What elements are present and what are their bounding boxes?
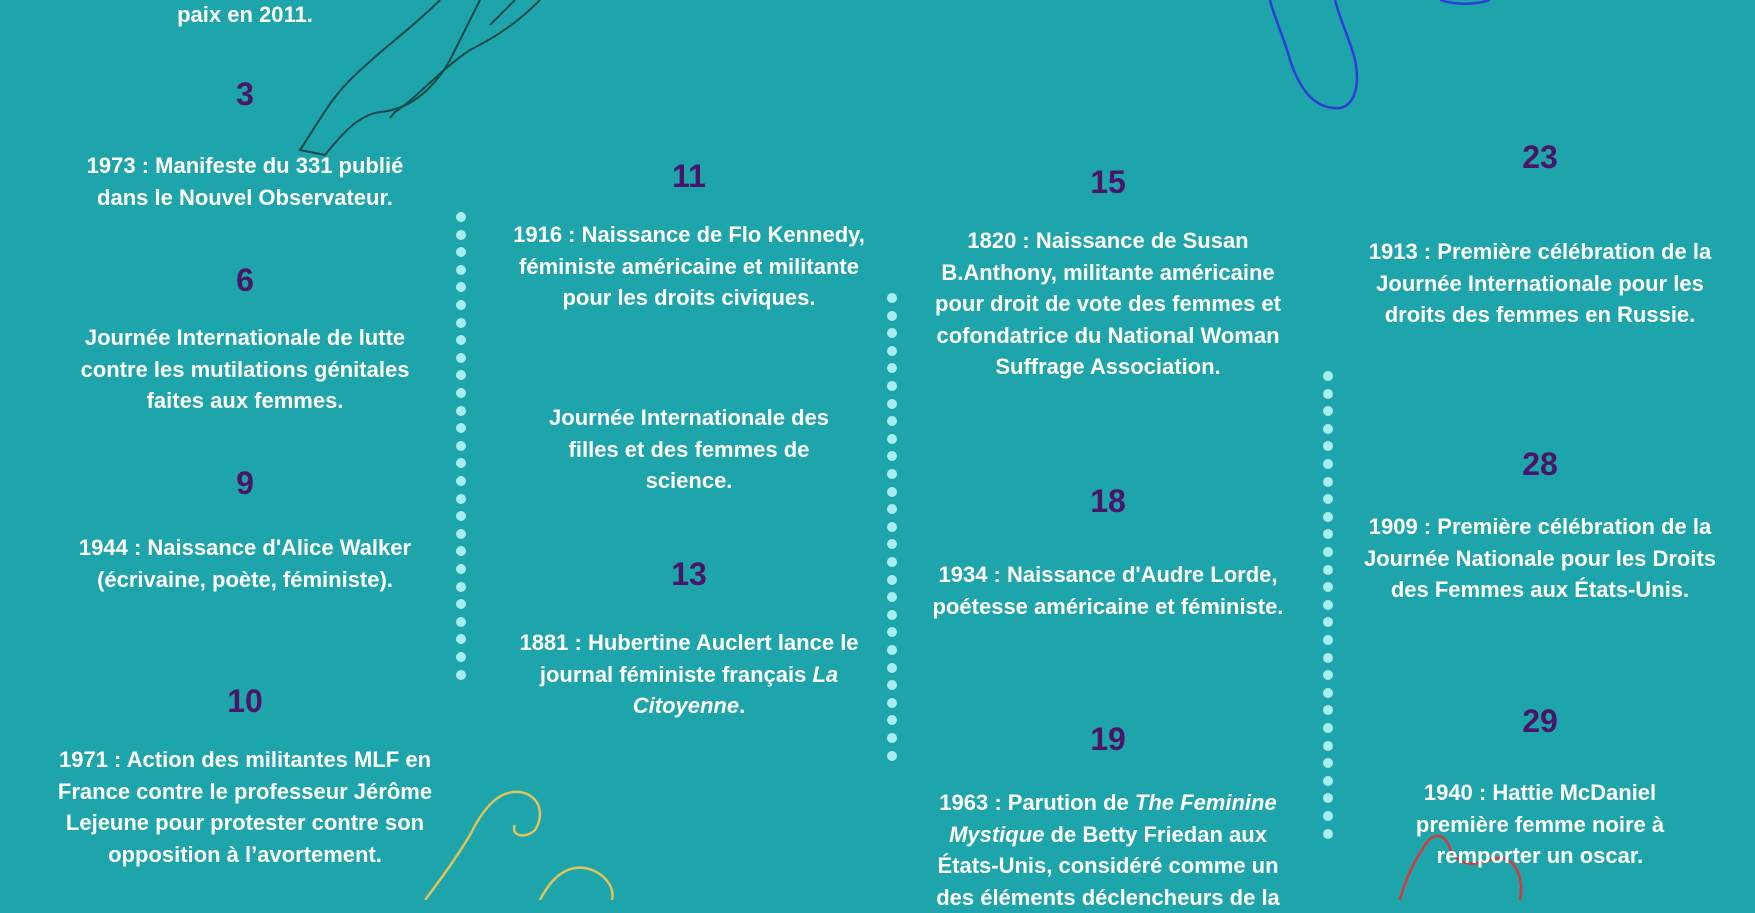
journal-title: La Citoyenne xyxy=(632,661,839,718)
event-text: 1913 : Première célébration de la Journée Internationale pour les droits des femmes en Russie. xyxy=(1368,239,1712,327)
separator-dot xyxy=(456,441,466,451)
separator-dot xyxy=(456,599,466,609)
separator-dot xyxy=(456,458,466,468)
event-text xyxy=(505,627,873,722)
event-text: 1971 : Action des militantes MLF en France contre le professeur Jérôme Lejeune pour protester contre son opposition à l’avortement. xyxy=(57,747,433,867)
separator-dot xyxy=(456,582,466,592)
separator-dot xyxy=(887,451,897,461)
separator-dot xyxy=(1323,547,1333,557)
separator-dot xyxy=(456,406,466,416)
event-text: 1820 : Naissance de Susan B.Anthony, militante américaine pour droit de vote des femmes et cofondatrice du National Woman Suffrage Association. xyxy=(935,228,1281,379)
event-text: 1944 : Naissance d'Alice Walker (écrivaine, poète, féministe). xyxy=(78,535,412,592)
separator-dot xyxy=(887,399,897,409)
column-1 xyxy=(42,0,448,900)
separator-dot xyxy=(456,670,466,680)
separator-dot xyxy=(456,634,466,644)
separator-dot xyxy=(456,247,466,257)
dotted-separator-1 xyxy=(456,212,468,687)
separator-dot xyxy=(887,346,897,356)
separator-dot xyxy=(887,663,897,673)
separator-dot xyxy=(1323,494,1333,504)
separator-dot xyxy=(1323,371,1333,381)
day-number: 29 xyxy=(1522,703,1558,739)
separator-dot xyxy=(887,381,897,391)
event-text-part: de Betty Friedan aux États-Unis, considéré comme un des éléments déclencheurs de la xyxy=(936,821,1280,910)
separator-dot xyxy=(456,423,466,433)
separator-dot xyxy=(1323,758,1333,768)
separator-dot xyxy=(456,617,466,627)
separator-dot xyxy=(456,353,466,363)
separator-dot xyxy=(887,575,897,585)
event-text: 1916 : Naissance de Flo Kennedy, féministe américaine et militante pour les droits civiques. xyxy=(513,222,865,310)
separator-dot xyxy=(456,388,466,398)
separator-dot xyxy=(1323,811,1333,821)
day-number: 19 xyxy=(1090,721,1126,757)
separator-dot xyxy=(1323,723,1333,733)
separator-dot xyxy=(887,311,897,321)
separator-dot xyxy=(887,293,897,303)
separator-dot xyxy=(456,546,466,556)
event-text: 1909 : Première célébration de la Journée Nationale pour les Droits des Femmes aux États-Unis. xyxy=(1363,514,1717,602)
day-number: 11 xyxy=(672,158,706,194)
column-2 xyxy=(505,0,873,900)
event-text: 1940 : Hattie McDaniel première femme noire à remporter un oscar. xyxy=(1415,780,1665,868)
separator-dot xyxy=(1323,477,1333,487)
separator-dot xyxy=(887,504,897,514)
separator-dot xyxy=(887,434,897,444)
day-number: 6 xyxy=(236,262,254,298)
day-number: 10 xyxy=(227,683,263,719)
separator-dot xyxy=(1323,653,1333,663)
separator-dot xyxy=(1323,793,1333,803)
separator-dot xyxy=(1323,529,1333,539)
separator-dot xyxy=(1323,829,1333,839)
separator-dot xyxy=(887,610,897,620)
separator-dot xyxy=(456,564,466,574)
column-3 xyxy=(925,0,1291,910)
day-number: 9 xyxy=(236,465,254,501)
separator-dot xyxy=(887,522,897,532)
day-number: 28 xyxy=(1522,446,1558,482)
column-4 xyxy=(1360,0,1720,900)
event-text: 1934 : Naissance d'Audre Lorde, poétesse américaine et féministe. xyxy=(932,562,1284,619)
event-text-part: 1963 : Parution de xyxy=(939,790,1135,815)
separator-dot xyxy=(456,529,466,539)
separator-dot xyxy=(1323,424,1333,434)
day-number: 13 xyxy=(671,556,707,592)
separator-dot xyxy=(456,476,466,486)
separator-dot xyxy=(1323,389,1333,399)
separator-dot xyxy=(887,469,897,479)
separator-dot xyxy=(1323,582,1333,592)
separator-dot xyxy=(887,416,897,426)
day-number: 15 xyxy=(1090,164,1126,200)
separator-dot xyxy=(456,370,466,380)
separator-dot xyxy=(456,265,466,275)
separator-dot xyxy=(887,557,897,567)
event-text: Journée Internationale de lutte contre les mutilations génitales faites aux femmes. xyxy=(80,325,410,413)
separator-dot xyxy=(1323,705,1333,715)
separator-dot xyxy=(887,627,897,637)
separator-dot xyxy=(1323,741,1333,751)
separator-dot xyxy=(887,645,897,655)
event-text-part: 1881 : Hubertine Auclert lance le journal féministe français xyxy=(519,630,859,687)
day-number: 3 xyxy=(236,76,254,112)
separator-dot xyxy=(456,212,466,222)
separator-dot xyxy=(456,335,466,345)
event-text: paix en 2011. xyxy=(177,2,313,27)
separator-dot xyxy=(456,230,466,240)
separator-dot xyxy=(456,494,466,504)
separator-dot xyxy=(887,715,897,725)
separator-dot xyxy=(887,680,897,690)
separator-dot xyxy=(1323,688,1333,698)
separator-dot xyxy=(456,318,466,328)
separator-dot xyxy=(456,511,466,521)
separator-dot xyxy=(1323,512,1333,522)
separator-dot xyxy=(887,751,897,761)
separator-dot xyxy=(1323,776,1333,786)
separator-dot xyxy=(1323,406,1333,416)
event-text: Journée Internationale des filles et des femmes de science. xyxy=(549,405,829,493)
separator-dot xyxy=(1323,565,1333,575)
event-text: 1973 : Manifeste du 331 publié dans le Nouvel Observateur. xyxy=(86,153,404,210)
separator-dot xyxy=(887,363,897,373)
separator-dot xyxy=(887,539,897,549)
separator-dot xyxy=(1323,441,1333,451)
separator-dot xyxy=(1323,459,1333,469)
separator-dot xyxy=(1323,617,1333,627)
separator-dot xyxy=(1323,635,1333,645)
event-text xyxy=(925,787,1291,913)
separator-dot xyxy=(887,328,897,338)
separator-dot xyxy=(456,652,466,662)
separator-dot xyxy=(456,282,466,292)
event-text-part: . xyxy=(739,693,746,718)
separator-dot xyxy=(1323,600,1333,610)
book-title: The Feminine Mystique xyxy=(949,790,1277,847)
separator-dot xyxy=(456,300,466,310)
separator-dot xyxy=(887,592,897,602)
separator-dot xyxy=(887,733,897,743)
separator-dot xyxy=(1323,670,1333,680)
day-number: 18 xyxy=(1090,483,1126,519)
separator-dot xyxy=(887,698,897,708)
dotted-separator-3 xyxy=(1323,371,1335,846)
separator-dot xyxy=(887,487,897,497)
day-number: 23 xyxy=(1522,139,1558,175)
dotted-separator-2 xyxy=(887,293,899,768)
